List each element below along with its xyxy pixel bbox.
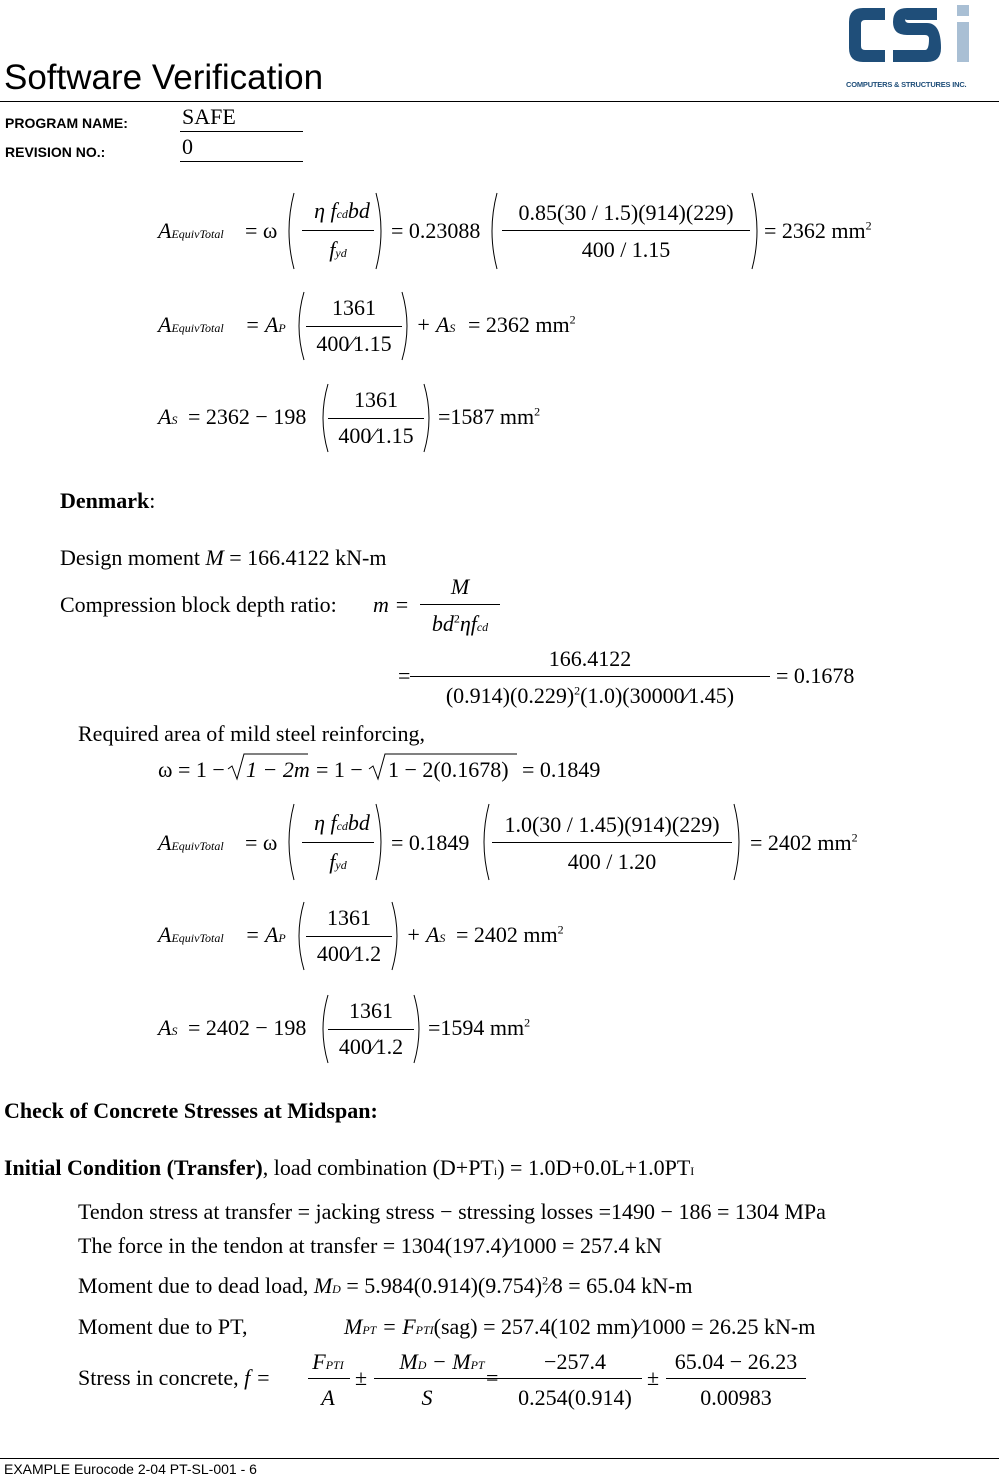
omega-result: = 0.1849 [522,757,601,782]
eq4-paren-left [282,802,296,882]
page-title: Software Verification [4,58,324,97]
eq5-den: 400⁄1.2 [316,941,382,966]
check-heading: Check of Concrete Stresses at Midspan: [4,1098,378,1123]
eq5-frac-line [306,936,392,937]
eq6-paren-right [412,993,426,1065]
s-num2-sub2: PT [470,1358,485,1372]
eq4-num-sub: cd [336,819,348,833]
denmark-heading: Denmark [60,488,150,513]
eq3-num: 1361 [354,387,398,412]
initial-rest-b: ) = 1.0D+0.0L+1.0PT [497,1155,691,1180]
pt-sub2: PTI [415,1323,434,1337]
eq4-eq: = ω [245,830,278,855]
eq1-lhs-sub: EquivTotal [171,227,224,241]
force-expr: 1304(197.4)⁄1000 = 257.4 kN [400,1233,662,1258]
eq2-result-sup: 2 [569,312,576,327]
ratio-num: M [450,574,470,599]
eq5-lhs-sub: EquivTotal [171,931,224,945]
moment-val: = 166.4122 kN-m [223,545,387,570]
dead-text: Moment due to dead load, [78,1273,314,1298]
eq1-den2: 400 / 1.15 [581,237,671,262]
eq4-paren2-left [477,802,491,882]
eq4-paren2-right [732,802,746,882]
s-eq: = [486,1365,499,1390]
s-num3: −257.4 [544,1349,606,1374]
s-num1-sub: PTI [325,1358,344,1372]
program-name-underline [180,131,303,132]
stress-text: Stress in concrete, [78,1365,245,1390]
eq1-paren2-right [750,191,764,271]
ratio-text: Compression block depth ratio: [60,592,337,617]
ratio2-eq: = [398,663,411,688]
eq6-lhs-sub: S [171,1024,178,1038]
s-num2-sub: D [417,1358,427,1372]
omega-mid: = 1 − [316,757,363,782]
eq1-eq: = ω [245,218,278,243]
pt-sym: M [344,1314,363,1339]
csi-logo-graphic [845,2,975,82]
eq5-result: = 2402 mm [456,922,558,947]
eq1-paren-right [374,191,388,271]
omega-rad1: 1 − 2m [246,757,310,782]
eq2-paren-right [400,290,414,362]
eq5-paren-right [390,900,404,972]
eq4-num-tail: bd [347,810,370,835]
eq5-eq: = A [245,922,279,947]
eq3-lhs: A [158,404,172,429]
ratio2-den-sup: 2 [574,683,581,698]
s-frac4-line [666,1378,806,1379]
eq2-plus-sub: S [449,321,456,335]
ratio-den-sup: 2 [453,611,460,626]
s-num1: F [312,1349,326,1374]
ratio2-num: 166.4122 [548,646,632,671]
s-num4: 65.04 − 26.23 [674,1349,798,1374]
eq6-expr: = 2402 − 198 [188,1015,307,1040]
stress-sym: f = [244,1365,271,1390]
eq4-result-sup: 2 [851,830,858,845]
eq6-frac-line [328,1029,414,1030]
eq3-expr: = 2362 − 198 [188,404,307,429]
eq1-num-sub: cd [336,207,348,221]
pt-sub: PT [362,1323,377,1337]
eq6-result: =1594 mm [428,1015,525,1040]
revision-label: REVISION NO.: [5,144,106,160]
pt-eq: = F [381,1314,416,1339]
eq3-lhs-sub: S [171,413,178,427]
eq4-lhs: A [158,830,172,855]
eq2-frac-line [306,326,402,327]
eq5-result-sup: 2 [557,922,564,937]
initial-heading: Initial Condition (Transfer) [4,1155,263,1180]
eq4-num2: 1.0(30 / 1.45)(914)(229) [504,812,720,837]
eq2-lhs-sub: EquivTotal [171,321,224,335]
s-frac1-line [308,1378,350,1379]
dead-expr-b: ⁄8 = 65.04 kN-m [548,1273,693,1298]
eq4-paren-right [374,802,388,882]
csi-logo [845,2,975,92]
eq5-paren-left [292,900,306,972]
eq5-eq-sub: P [278,931,286,945]
eq4-lhs-sub: EquivTotal [171,839,224,853]
eq6-result-sup: 2 [524,1015,531,1030]
s-frac3-line [510,1378,642,1379]
eq2-plus: + A [416,312,450,337]
ratio2-frac-line [410,676,770,677]
dead-sub: D [332,1282,341,1296]
eq5-plus: + A [406,922,440,947]
program-name-value: SAFE [182,104,236,129]
eq1-num-tail: bd [347,198,370,223]
eq2-result: = 2362 mm [468,312,570,337]
ratio-frac-line [420,604,500,605]
eq4-den-sub: yd [335,858,347,872]
logo-caption: COMPUTERS & STRUCTURES INC. [846,80,967,89]
eq1-frac2-line [502,230,750,231]
omega-lhs: ω = 1 − [158,757,225,782]
denmark-colon: : [149,488,156,513]
eq1-lhs: A [158,218,172,243]
initial-rest-a: , load combination (D+PT [262,1155,494,1180]
dead-sup: 2 [542,1273,549,1288]
s-num2: M [399,1349,418,1374]
eq1-den-sub: yd [335,246,347,260]
initial-sub-I: I [690,1164,695,1178]
moment-text: Design moment [60,545,206,570]
req-text: Required area of mild steel reinforcing, [78,721,425,746]
pt-text: Moment due to PT, [78,1314,248,1339]
ratio2-result: = 0.1678 [776,663,855,688]
eq1-den: f [329,237,336,262]
s-num2-mid: − M [426,1349,471,1374]
eq4-den: f [329,849,336,874]
eq1-paren-left [282,191,296,271]
dead-sym: M [313,1273,333,1298]
eq3-den: 400⁄1.15 [338,423,414,448]
eq2-eq: = A [245,312,279,337]
eq1-result: = 2362 mm [764,218,866,243]
footer-text: EXAMPLE Eurocode 2-04 PT-SL-001 - 6 [4,1461,257,1477]
eq3-frac-line [328,418,424,419]
eq2-den: 400⁄1.15 [316,331,392,356]
s-pm1: ± [355,1365,368,1390]
eq6-num: 1361 [349,998,393,1023]
eq4-frac-line [302,842,374,843]
eq2-lhs: A [158,312,172,337]
ratio-den-sub: cd [476,620,489,634]
ratio-den-tail: ηf [459,611,477,636]
eq6-den: 400⁄1.2 [338,1034,404,1059]
eq4-result: = 2402 mm [750,830,852,855]
s-den2: S [421,1385,433,1410]
eq4-num: η f [314,810,337,835]
eq5-num: 1361 [327,905,371,930]
eq2-num: 1361 [332,295,376,320]
tendon-line: Tendon stress at transfer = jacking stress − stressing losses =1490 − 186 = 1304 MPa [78,1199,826,1224]
pt-expr: (sag) = 257.4(102 mm)⁄1000 = 26.25 kN-m [433,1314,816,1339]
ratio-lhs: m = [373,592,410,617]
program-name-label: PROGRAM NAME: [5,115,128,131]
eq5-plus-sub: S [439,931,446,945]
eq3-result: =1587 mm [438,404,535,429]
dead-expr-a: = 5.984(0.914)(9.754) [346,1273,543,1298]
eq4-frac2-line [492,842,732,843]
s-den3: 0.254(0.914) [518,1385,632,1410]
eq6-lhs: A [158,1015,172,1040]
header-rule [0,101,999,102]
eq1-result-sup: 2 [865,218,872,233]
omega-rad2: 1 − 2(0.1678) [388,757,509,782]
ratio2-den-a: (0.914)(0.229) [445,683,575,708]
eq1-num: η f [314,198,337,223]
eq5-lhs: A [158,922,172,947]
eq4-den2: 400 / 1.20 [567,849,657,874]
s-den1: A [321,1385,335,1410]
force-text: The force in the tendon at transfer = [78,1233,401,1258]
eq1-frac-line [302,230,374,231]
ratio-den: bd [431,611,454,636]
eq2-eq-sub: P [278,321,286,335]
footer-rule [0,1458,999,1459]
s-den4: 0.00983 [700,1385,772,1410]
moment-sym: M [205,545,224,570]
eq4-coef: = 0.1849 [391,830,470,855]
ratio2-den-b: (1.0)(30000⁄1.45) [580,683,735,708]
eq1-paren2-left [485,191,499,271]
revision-value: 0 [182,134,193,159]
eq1-coef: = 0.23088 [391,218,481,243]
s-pm2: ± [647,1365,660,1390]
eq2-paren-left [292,290,306,362]
eq3-result-sup: 2 [534,404,541,419]
eq1-num2: 0.85(30 / 1.5)(914)(229) [518,200,734,225]
eq3-paren-right [422,382,436,454]
initial-sub-i: i [493,1164,498,1178]
revision-underline [180,161,303,162]
